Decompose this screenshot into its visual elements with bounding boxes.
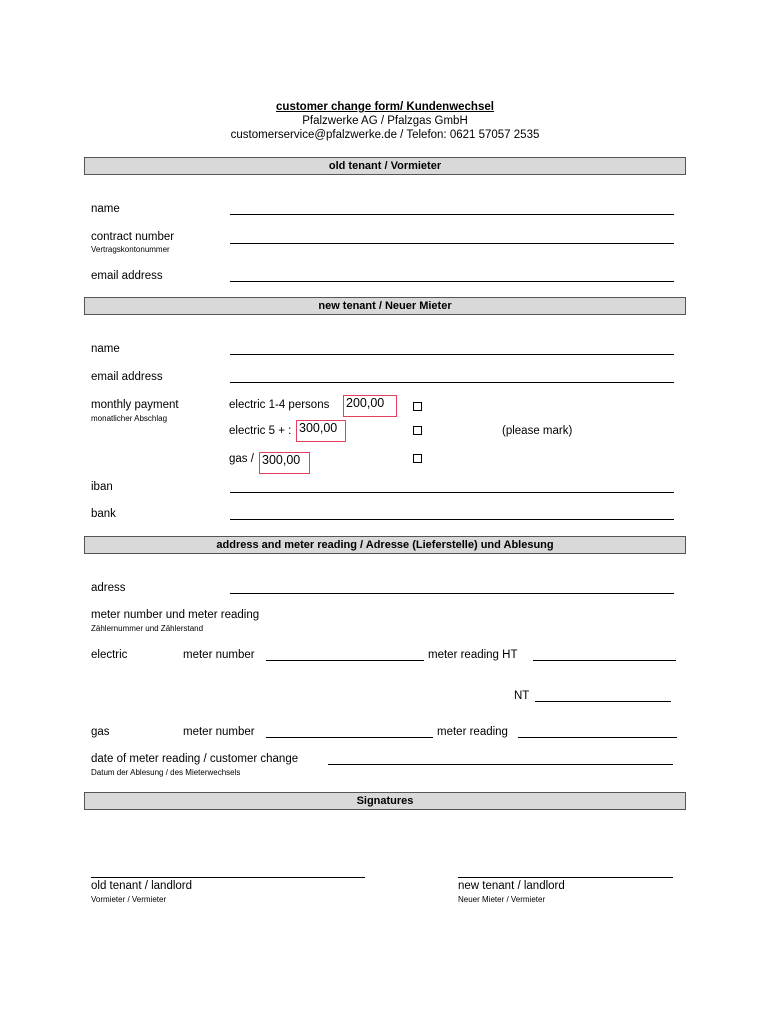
electric-1-4-amount-field[interactable]: 200,00 [343, 395, 397, 417]
new-email-label: email address [91, 371, 163, 383]
meter-sublabel: Zählernummer und Zählerstand [91, 624, 204, 633]
electric-meter-label: electric [91, 649, 128, 661]
meter-reading-ht-field[interactable] [533, 660, 676, 661]
reading-date-sublabel: Datum der Ablesung / des Mieterwechsels [91, 768, 241, 777]
please-mark-note: (please mark) [502, 425, 573, 437]
iban-label: iban [91, 481, 113, 493]
electric-meter-number-label: meter number [183, 649, 255, 661]
new-name-field[interactable] [230, 354, 674, 355]
nt-label: NT [514, 690, 530, 702]
section-address: address and meter reading / Adresse (Lieferstelle) und Ablesung [84, 536, 686, 554]
reading-date-label: date of meter reading / customer change [91, 753, 299, 765]
old-name-label: name [91, 203, 120, 215]
contact-info: customerservice@pfalzwerke.de / Telefon: 0621 57057 2535 [230, 129, 540, 141]
electric-5-amount-field[interactable]: 300,00 [296, 420, 346, 442]
gas-meter-number-label: meter number [183, 726, 255, 738]
gas-checkbox[interactable] [413, 454, 422, 463]
electric-meter-number-field[interactable] [266, 660, 424, 661]
monthly-payment-sublabel: monatlicher Abschlag [91, 414, 168, 423]
section-old-tenant: old tenant / Vormieter [84, 157, 686, 175]
old-tenant-signature-line[interactable] [91, 877, 365, 878]
meter-reading-nt-field[interactable] [535, 701, 671, 702]
old-email-field[interactable] [230, 281, 674, 282]
reading-date-field[interactable] [328, 764, 673, 765]
adress-field[interactable] [230, 593, 674, 594]
meter-label: meter number und meter reading [91, 609, 260, 621]
gas-meter-reading-field[interactable] [518, 737, 677, 738]
new-tenant-signature-line[interactable] [458, 877, 673, 878]
electric-1-4-checkbox[interactable] [413, 402, 422, 411]
iban-field[interactable] [230, 492, 674, 493]
section-new-tenant: new tenant / Neuer Mieter [84, 297, 686, 315]
gas-amount-field[interactable]: 300,00 [259, 452, 310, 474]
meter-reading-ht-label: meter reading HT [428, 649, 518, 661]
new-tenant-signature-label: new tenant / landlord [458, 880, 565, 892]
old-tenant-signature-label: old tenant / landlord [91, 880, 193, 892]
monthly-payment-label: monthly payment [91, 399, 179, 411]
new-name-label: name [91, 343, 120, 355]
new-email-field[interactable] [230, 382, 674, 383]
gas-meter-number-field[interactable] [266, 737, 433, 738]
bank-field[interactable] [230, 519, 674, 520]
old-contract-field[interactable] [230, 243, 674, 244]
new-tenant-signature-sublabel: Neuer Mieter / Vermieter [458, 895, 546, 904]
gas-payment-label: gas / [229, 453, 254, 465]
section-signatures: Signatures [84, 792, 686, 810]
old-name-field[interactable] [230, 214, 674, 215]
electric-1-4-label: electric 1-4 persons [229, 399, 330, 411]
old-contract-label: contract number [91, 231, 175, 243]
electric-5-label: electric 5 + : [229, 425, 292, 437]
gas-meter-label: gas [91, 726, 110, 738]
old-contract-sublabel: Vertragskontonummer [91, 245, 170, 254]
adress-label: adress [91, 582, 126, 594]
form-title: customer change form/ Kundenwechsel [276, 101, 494, 113]
gas-meter-reading-label: meter reading [437, 726, 508, 738]
bank-label: bank [91, 508, 116, 520]
old-email-label: email address [91, 270, 163, 282]
company-name: Pfalzwerke AG / Pfalzgas GmbH [302, 115, 468, 127]
electric-5-checkbox[interactable] [413, 426, 422, 435]
old-tenant-signature-sublabel: Vormieter / Vermieter [91, 895, 167, 904]
